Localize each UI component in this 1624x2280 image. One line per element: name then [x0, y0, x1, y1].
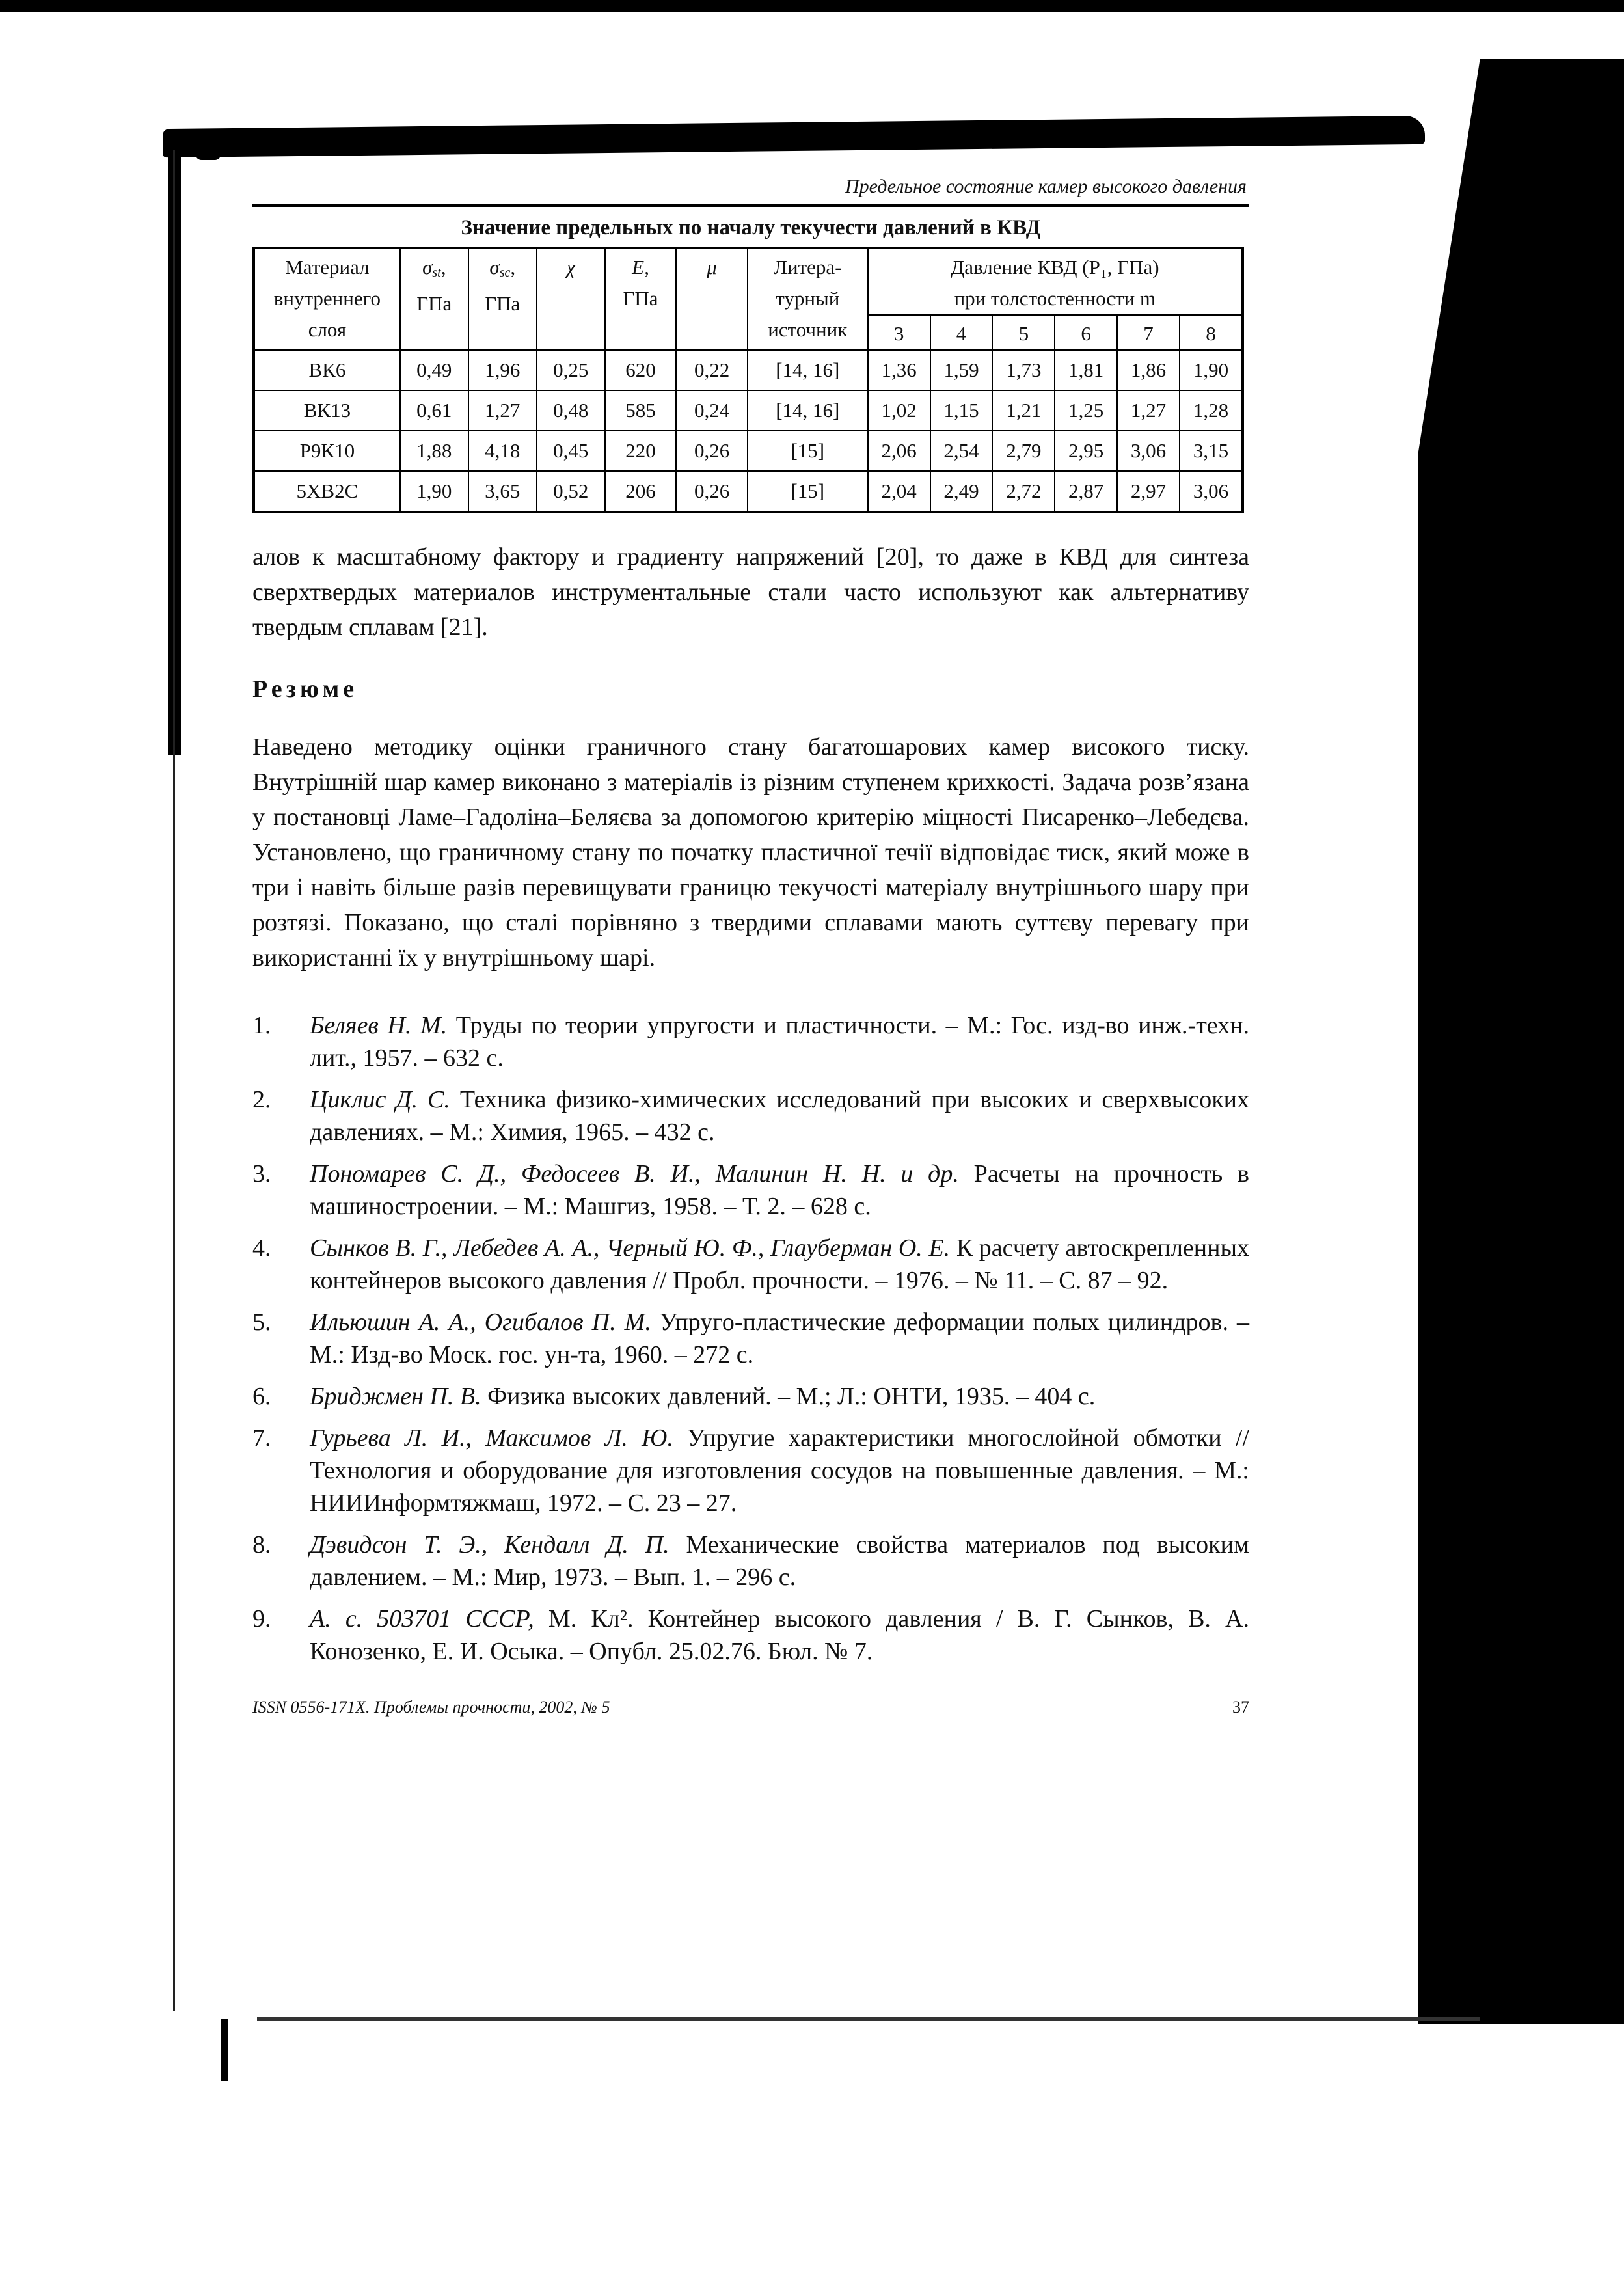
header-source-line: Литера- — [774, 256, 842, 278]
summary-paragraph: Наведено методику оцінки граничного стану багатошарових камер високого тиску. Внутрішній шар камер виконано з матеріалів із різним ступенем крихкості. Задача розв’язана у постановці Ламе–Гадоліна–Беляєва за допомогою критерію міцності Писаренко–Лебедєва. Установлено, що граничному стану по початку пластичної течії відповідає тиск, який може в три і навіть більше разів перевищувати границю текучості матеріалу внутрішнього шару при розтязі. Показано, що сталі порівняно з твердими сплавами мають суттєву перевагу при використанні їх у внутрішньому шарі. — [252, 733, 1249, 971]
cell-E: 206 — [605, 471, 677, 512]
cell-pressure: 3,06 — [1180, 471, 1243, 512]
cell-pressure: 2,79 — [992, 431, 1055, 471]
cell-pressure: 2,04 — [868, 471, 930, 512]
header-m-value: 6 — [1055, 315, 1117, 350]
reference-authors: Циклис Д. С. — [310, 1086, 450, 1113]
cell-material: Р9К10 — [254, 431, 400, 471]
sigma-subscript: st — [432, 265, 441, 280]
scan-shadow-top — [163, 116, 1425, 157]
unit-label: ГПа — [485, 292, 521, 315]
scan-page-edge-left — [173, 150, 175, 2011]
table-row — [254, 350, 1243, 390]
reference-number: 1. — [252, 1012, 271, 1039]
table-title: Значение предельных по началу текучести давлений в КВД — [461, 216, 1041, 239]
cell-material: ВК13 — [254, 390, 400, 431]
header-rule — [252, 204, 1249, 207]
reference-text: Физика высоких давлений. – М.; Л.: ОНТИ, 1935. – 404 с. — [481, 1383, 1096, 1410]
cell-pressure: 3,06 — [1117, 431, 1180, 471]
reference-number: 6. — [252, 1383, 271, 1410]
cell-source: [14, 16] — [748, 350, 868, 390]
reference-text: Расчеты на прочность в машиностроении. – М.: Машгиз, 1958. – Т. 2. – 628 с. — [310, 1160, 1249, 1220]
scan-border-top — [0, 0, 1624, 12]
reference-number: 7. — [252, 1424, 271, 1452]
page-footer — [252, 1698, 1249, 1717]
page-number: 37 — [1232, 1698, 1249, 1717]
header-sigma-st: $\sigma_{st}$, ГПа — [400, 248, 468, 350]
table-row — [254, 390, 1243, 431]
cell-pressure: 2,72 — [992, 471, 1055, 512]
cell-sigma-sc: 4,18 — [468, 431, 537, 471]
cell-pressure: 1,15 — [930, 390, 993, 431]
cell-source: [14, 16] — [748, 390, 868, 431]
header-material-line: Материал — [285, 256, 370, 278]
pressure-group-line2: при толстостенности m — [954, 287, 1156, 310]
sigma-symbol: σ — [422, 256, 433, 278]
cell-pressure: 2,97 — [1117, 471, 1180, 512]
header-source-line: источник — [768, 318, 848, 341]
reference-item — [252, 1603, 1249, 1668]
cell-pressure: 1,28 — [1180, 390, 1243, 431]
header-chi: χ — [537, 248, 605, 350]
reference-text: Упруго-пластические деформации полых цилиндров. – М.: Изд-во Моск. гос. ун-та, 1960. – 272 с. — [310, 1309, 1249, 1368]
cell-sigma-sc: 1,96 — [468, 350, 537, 390]
reference-authors: Сынков В. Г., Лебедев А. А., Черный Ю. Ф., Глауберман О. Е. — [310, 1234, 951, 1262]
table-row — [254, 431, 1243, 471]
header-material — [254, 248, 400, 350]
reference-item — [252, 1528, 1249, 1594]
cell-mu: 0,26 — [676, 431, 748, 471]
cell-chi: 0,48 — [537, 390, 605, 431]
e-symbol: E, — [632, 256, 649, 278]
reference-number: 8. — [252, 1531, 271, 1558]
unit-label: ГПа — [416, 292, 452, 315]
cell-sigma-st: 0,49 — [400, 350, 468, 390]
reference-item — [252, 1158, 1249, 1223]
reference-item — [252, 1083, 1249, 1148]
table-row — [254, 471, 1243, 512]
scan-mark — [221, 2019, 228, 2081]
cell-sigma-st: 1,88 — [400, 431, 468, 471]
header-sigma-sc: $\sigma_{sc}$, ГПа — [468, 248, 537, 350]
sigma-subscript: sc — [499, 265, 511, 280]
reference-number: 9. — [252, 1605, 271, 1633]
journal-issn: ISSN 0556-171X. Проблемы прочности, 2002, № 5 — [252, 1698, 610, 1717]
cell-pressure: 1,73 — [992, 350, 1055, 390]
reference-authors: А. с. 503701 СССР, — [310, 1605, 534, 1633]
reference-number: 5. — [252, 1309, 271, 1336]
cell-sigma-sc: 3,65 — [468, 471, 537, 512]
cell-sigma-sc: 1,27 — [468, 390, 537, 431]
cell-sigma-st: 1,90 — [400, 471, 468, 512]
reference-text: Механические свойства материалов под высоким давлением. – М.: Мир, 1973. – Вып. 1. – 296 с. — [310, 1531, 1249, 1591]
cell-pressure: 1,25 — [1055, 390, 1117, 431]
cell-pressure: 2,49 — [930, 471, 993, 512]
cell-E: 220 — [605, 431, 677, 471]
cell-pressure: 1,21 — [992, 390, 1055, 431]
cell-pressure: 1,90 — [1180, 350, 1243, 390]
cell-pressure: 1,02 — [868, 390, 930, 431]
reference-text: Труды по теории упругости и пластичности. – М.: Гос. изд-во инж.-техн. лит., 1957. – 632 с. — [310, 1012, 1249, 1072]
reference-text: М. Кл². Контейнер высокого давления / В. Г. Сынков, В. А. Конозенко, Е. И. Осыка. – Опубл. 25.02.76. Бюл. № 7. — [310, 1605, 1249, 1665]
cell-pressure: 1,27 — [1117, 390, 1180, 431]
reference-item — [252, 1306, 1249, 1371]
cell-mu: 0,22 — [676, 350, 748, 390]
pressure-group-line1: Давление КВД (P₁, ГПа) — [951, 256, 1159, 278]
reference-item — [252, 1380, 1249, 1413]
cell-pressure: 1,36 — [868, 350, 930, 390]
header-m-value: 4 — [930, 315, 993, 350]
header-pressure-group — [868, 248, 1243, 315]
reference-authors: Гурьева Л. И., Максимов Л. Ю. — [310, 1424, 673, 1452]
cell-pressure: 1,86 — [1117, 350, 1180, 390]
scan-page-edge-bottom — [257, 2017, 1480, 2021]
header-material-line: внутреннего — [273, 287, 381, 310]
reference-list — [252, 1009, 1249, 1668]
header-m-value: 7 — [1117, 315, 1180, 350]
cell-pressure: 1,59 — [930, 350, 993, 390]
cell-source: [15] — [748, 431, 868, 471]
cell-sigma-st: 0,61 — [400, 390, 468, 431]
header-source-line: турный — [776, 287, 840, 310]
cell-mu: 0,26 — [676, 471, 748, 512]
header-source — [748, 248, 868, 350]
reference-authors: Ильюшин А. А., Огибалов П. М. — [310, 1309, 651, 1336]
cell-pressure: 2,06 — [868, 431, 930, 471]
scan-shadow-nub — [195, 148, 221, 160]
unit-label: ГПа — [623, 287, 658, 310]
cell-pressure: 2,54 — [930, 431, 993, 471]
section-heading-summary: Резюме — [252, 675, 359, 703]
reference-authors: Бриджмен П. В. — [310, 1383, 481, 1410]
reference-text: К расчету автоскрепленных контейнеров высокого давления // Пробл. прочности. – 1976. – № 11. – С. 87 – 92. — [310, 1234, 1249, 1294]
reference-number: 3. — [252, 1160, 271, 1188]
header-m-value: 5 — [992, 315, 1055, 350]
cell-E: 585 — [605, 390, 677, 431]
reference-text: Упругие характеристики многослойной обмотки // Технология и оборудование для изготовления сосудов на повышенные давления. – М.: НИИИнформтяжмаш, 1972. – С. 23 – 27. — [310, 1424, 1249, 1517]
scan-shadow-right — [1418, 59, 1624, 2024]
cell-chi: 0,25 — [537, 350, 605, 390]
reference-number: 4. — [252, 1234, 271, 1262]
cell-pressure: 3,15 — [1180, 431, 1243, 471]
reference-authors: Пономарев С. Д., Федосеев В. И., Малинин Н. Н. и др. — [310, 1160, 959, 1188]
cell-material: 5ХВ2С — [254, 471, 400, 512]
header-e — [605, 248, 677, 350]
cell-pressure: 1,81 — [1055, 350, 1117, 390]
body-paragraph: алов к масштабному фактору и градиенту напряжений [20], то даже в КВД для синтеза сверхтвердых материалов инструментальные стали часто используют как альтернативу твердым сплавам [21]. — [252, 543, 1249, 641]
cell-material: ВК6 — [254, 350, 400, 390]
header-m-value: 8 — [1180, 315, 1243, 350]
pressure-table — [252, 247, 1244, 513]
reference-authors: Беляев Н. М. — [310, 1012, 448, 1039]
reference-item — [252, 1232, 1249, 1297]
cell-E: 620 — [605, 350, 677, 390]
cell-pressure: 2,87 — [1055, 471, 1117, 512]
reference-item — [252, 1422, 1249, 1519]
reference-text: Техника физико-химических исследований при высоких и сверхвысоких давлениях. – М.: Химия, 1965. – 432 с. — [310, 1086, 1249, 1146]
reference-authors: Дэвидсон Т. Э., Кендалл Д. П. — [310, 1531, 670, 1558]
reference-number: 2. — [252, 1086, 271, 1113]
header-material-line: слоя — [308, 318, 347, 341]
table-body — [254, 350, 1243, 512]
header-m-value: 3 — [868, 315, 930, 350]
cell-chi: 0,52 — [537, 471, 605, 512]
cell-chi: 0,45 — [537, 431, 605, 471]
reference-item — [252, 1009, 1249, 1074]
cell-source: [15] — [748, 471, 868, 512]
cell-pressure: 2,95 — [1055, 431, 1117, 471]
sigma-symbol: σ — [489, 256, 500, 278]
header-mu: μ — [676, 248, 748, 350]
cell-mu: 0,24 — [676, 390, 748, 431]
running-head: Предельное состояние камер высокого давления — [845, 176, 1247, 197]
document-page — [252, 170, 1249, 1717]
